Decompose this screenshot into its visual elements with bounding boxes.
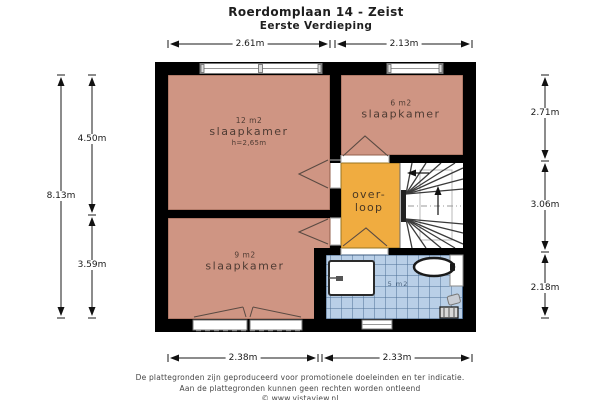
plan-subtitle: Eerste Verdieping <box>259 20 373 32</box>
dim-right-mid: 3.06m <box>528 200 563 210</box>
wall-bath-top-right <box>388 248 476 255</box>
bedroom-12m2-name: slaapkamer <box>209 125 289 139</box>
footer-copyright: © www.vistaview.nl <box>261 394 339 400</box>
wall-left <box>155 62 168 332</box>
footer-disclaimer <box>0 373 600 400</box>
landing-name-line2: loop <box>354 201 384 214</box>
bedroom-12m2-area: 12 m2 <box>235 116 263 126</box>
label-bedroom-12m2 <box>209 116 288 148</box>
wall-6m2-left-stub <box>330 155 341 163</box>
window-bedroom-6m2 <box>387 64 443 74</box>
dim-left-lower: 3.59m <box>75 260 110 270</box>
dim-bottom-right: 2.33m <box>380 353 415 363</box>
dim-bottom-left: 2.38m <box>226 353 261 363</box>
wall-6m2-bottom <box>389 155 476 163</box>
wall-mid-upper <box>330 62 341 160</box>
washbasin <box>414 258 455 276</box>
dim-right-lower: 2.18m <box>528 283 563 293</box>
landing-name-line1: over- <box>352 187 386 201</box>
dim-top-left: 2.61m <box>233 39 268 49</box>
wall-bath-left <box>314 248 326 319</box>
bedroom-9m2-name: slaapkamer <box>205 259 285 273</box>
stair-newel <box>401 190 406 222</box>
window-bedroom-12m2 <box>200 64 322 74</box>
label-bathroom-area: 5 m2 <box>387 280 409 288</box>
radiator <box>440 307 458 318</box>
bedroom-6m2-area: 6 m2 <box>390 98 412 108</box>
dim-top-right: 2.13m <box>387 39 422 49</box>
bedroom-9m2-area: 9 m2 <box>234 250 256 260</box>
bedroom-6m2-name: slaapkamer <box>361 107 441 121</box>
footer-line1: De plattegronden zijn geproduceerd voor promotionele doeleinden en ter indicatie. <box>135 373 465 382</box>
bedroom-12m2-height: h=2,65m <box>231 139 267 148</box>
dim-left-upper: 4.50m <box>75 134 110 144</box>
dim-right-upper: 2.71m <box>528 108 563 118</box>
label-landing <box>352 188 386 214</box>
footer-line2: Aan de plattegronden kunnen geen rechten worden ontleend <box>179 383 421 393</box>
label-bedroom-9m2 <box>205 250 284 273</box>
wall-right <box>463 62 476 332</box>
plan-title: Roerdomplaan 14 - Zeist <box>228 5 404 19</box>
staircase <box>400 163 463 248</box>
shower-tray <box>329 261 374 295</box>
dim-left-total: 8.13m <box>44 191 79 201</box>
label-bedroom-6m2 <box>361 98 440 121</box>
wall-bedrooms-divider <box>161 210 341 218</box>
window-bathroom <box>362 320 392 329</box>
